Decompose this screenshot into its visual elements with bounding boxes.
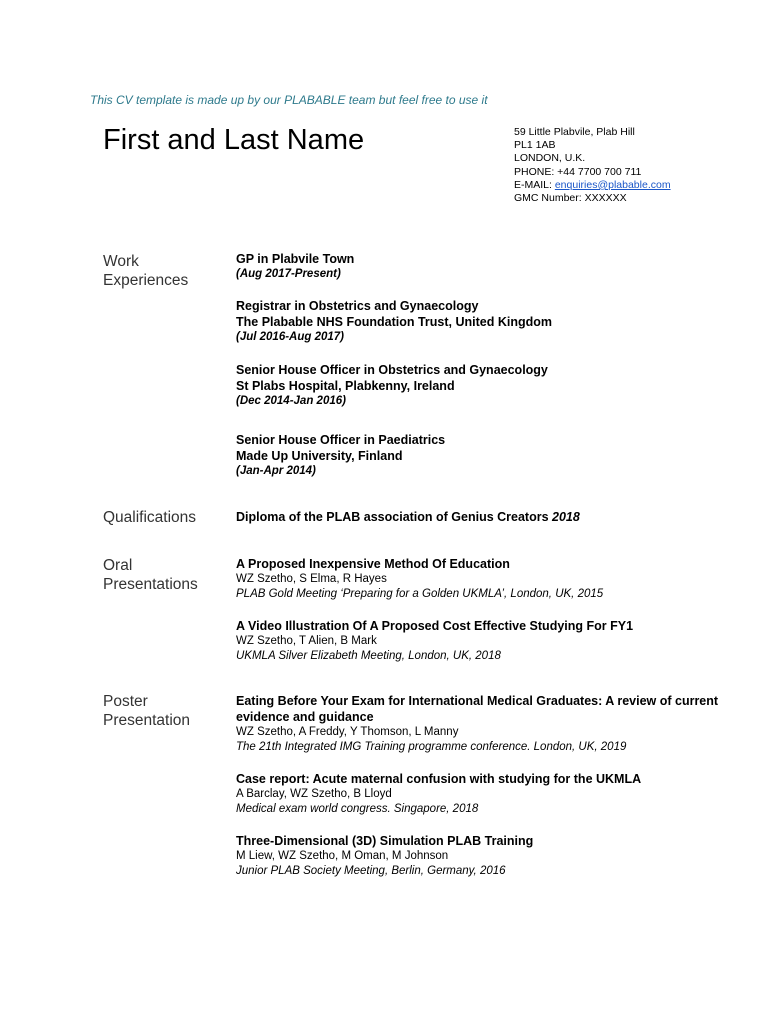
work-entry	[236, 298, 736, 345]
presentation-title: A Video Illustration Of A Proposed Cost Effective Studying For FY1	[236, 619, 634, 633]
presentation-venue: PLAB Gold Meeting ‘Preparing for a Golden UKMLA’, London, UK, 2015	[236, 588, 604, 600]
work-entry	[236, 432, 736, 479]
work-dates: (Jan-Apr 2014)	[236, 465, 316, 477]
section-title-oral: Oral Presentations	[103, 557, 198, 593]
template-note: This CV template is made up by our PLABABLE team but feel free to use it	[90, 93, 488, 107]
qualification-year: 2018	[552, 510, 580, 524]
poster-title: Three-Dimensional (3D) Simulation PLAB Training	[236, 834, 534, 848]
work-entry	[236, 362, 736, 409]
qualification-text: Diploma of the PLAB association of Genius Creators	[236, 510, 553, 524]
poster-venue: Medical exam world congress. Singapore, 2018	[236, 803, 479, 815]
section-title-poster: Poster Presentation	[103, 693, 191, 729]
address-line-2: PL1 1AB	[514, 139, 556, 152]
poster-title: Case report: Acute maternal confusion with studying for the UKMLA	[236, 772, 642, 786]
poster-authors: A Barclay, WZ Szetho, B Lloyd	[236, 788, 392, 800]
work-dates: (Aug 2017-Present)	[236, 268, 341, 280]
work-entry	[236, 251, 736, 282]
oral-entry	[236, 556, 736, 602]
qualification-entry	[236, 509, 736, 525]
work-org: St Plabs Hospital, Plabkenny, Ireland	[236, 379, 455, 393]
address-line-1: 59 Little Plabvile, Plab Hill	[514, 126, 635, 138]
contact-block	[514, 126, 671, 205]
candidate-name: First and Last Name	[103, 124, 365, 156]
work-title: Senior House Officer in Paediatrics	[236, 433, 446, 447]
poster-title: Eating Before Your Exam for International Medical Graduates: A review of current evidence and guidance	[236, 694, 719, 724]
work-title: Registrar in Obstetrics and Gynaecology	[236, 299, 479, 313]
poster-entry	[236, 833, 736, 879]
poster-entry	[236, 693, 728, 755]
poster-venue: The 21th Integrated IMG Training programme conference. London, UK, 2019	[236, 741, 627, 753]
work-org: The Plabable NHS Foundation Trust, United Kingdom	[236, 315, 552, 329]
presentation-venue: UKMLA Silver Elizabeth Meeting, London, UK, 2018	[236, 650, 501, 662]
work-dates: (Dec 2014-Jan 2016)	[236, 395, 346, 407]
poster-authors: M Liew, WZ Szetho, M Oman, M Johnson	[236, 850, 449, 862]
phone: PHONE: +44 7700 700 711	[514, 165, 642, 178]
address-city: LONDON, U.K.	[514, 152, 586, 165]
work-org: Made Up University, Finland	[236, 449, 403, 463]
oral-entry	[236, 618, 736, 664]
presentation-authors: WZ Szetho, S Elma, R Hayes	[236, 573, 387, 585]
work-title: GP in Plabvile Town	[236, 252, 355, 266]
poster-venue: Junior PLAB Society Meeting, Berlin, Germany, 2016	[236, 865, 506, 877]
section-title-work: Work Experiences	[103, 253, 189, 289]
gmc-number: GMC Number: XXXXXX	[514, 192, 627, 205]
poster-authors: WZ Szetho, A Freddy, Y Thomson, L Manny	[236, 726, 459, 738]
work-title: Senior House Officer in Obstetrics and Gynaecology	[236, 363, 548, 377]
section-title-qualifications: Qualifications	[103, 509, 197, 526]
work-dates: (Jul 2016-Aug 2017)	[236, 331, 345, 343]
email-line	[514, 179, 671, 192]
presentation-title: A Proposed Inexpensive Method Of Education	[236, 557, 510, 571]
email-link[interactable]: enquiries@plabable.com	[554, 178, 671, 191]
poster-entry	[236, 771, 736, 817]
presentation-authors: WZ Szetho, T Alien, B Mark	[236, 635, 377, 647]
email-label: E-MAIL:	[514, 178, 555, 191]
